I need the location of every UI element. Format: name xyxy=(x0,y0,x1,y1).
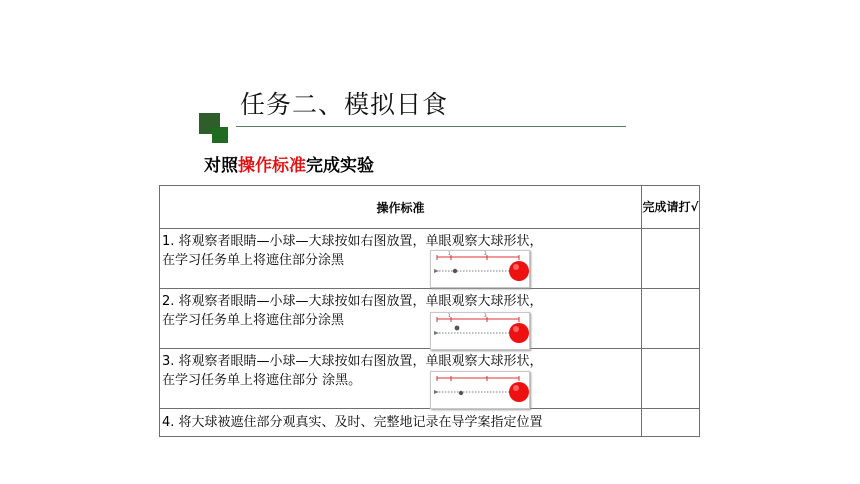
done-checkbox-cell-1[interactable] xyxy=(642,229,700,289)
table-row xyxy=(160,289,700,349)
eye-icon xyxy=(434,331,439,335)
step-cell-1 xyxy=(160,229,642,289)
done-checkbox-cell-2[interactable] xyxy=(642,289,700,349)
step-cell-4 xyxy=(160,409,642,437)
small-ball xyxy=(453,269,457,273)
subtitle-prefix: 对照 xyxy=(204,156,238,176)
eye-icon xyxy=(434,269,439,273)
ruler-label-1: 1 xyxy=(448,313,451,318)
step-line-1: 3. 将观察者眼睛—小球—大球按如右图放置，单眼观察大球形状， xyxy=(162,354,543,369)
step-line-1: 1. 将观察者眼睛—小球—大球按如右图放置，单眼观察大球形状， xyxy=(162,234,543,249)
large-ball xyxy=(509,382,529,402)
step-text: 4. 将大球被遮住部分观真实、及时、完整地记录在导学案指定位置 xyxy=(162,415,543,430)
table-row xyxy=(160,349,700,409)
setup-diagram xyxy=(430,371,530,409)
step-text xyxy=(160,349,641,390)
ruler-label-1: 1 xyxy=(448,251,451,256)
title-decoration-square-small xyxy=(212,127,228,143)
large-ball xyxy=(509,323,529,343)
step-line-1: 2. 将观察者眼睛—小球—大球按如右图放置，单眼观察大球形状， xyxy=(162,294,543,309)
table-row xyxy=(160,229,700,289)
slide-subtitle xyxy=(204,154,374,178)
small-ball xyxy=(459,391,463,395)
ruler-label-3: 3 xyxy=(484,251,487,256)
small-ball xyxy=(455,326,460,331)
header-standard: 操作标准 xyxy=(160,186,642,229)
step-text xyxy=(160,289,641,330)
title-underline xyxy=(236,126,626,127)
done-checkbox-cell-3[interactable] xyxy=(642,349,700,409)
step-line-2: 在学习任务单上将遮住部分涂黑 xyxy=(162,313,345,328)
step-cell-3 xyxy=(160,349,642,409)
slide-title: 任务二、模拟日食 xyxy=(240,90,449,119)
step-line-2: 在学习任务单上将遮住部分涂黑 xyxy=(162,253,345,268)
ruler-label-3: 3 xyxy=(484,313,487,318)
setup-diagram xyxy=(430,250,530,288)
large-ball xyxy=(509,261,529,281)
step-cell-2 xyxy=(160,289,642,349)
step-text xyxy=(160,229,641,270)
operation-standard-table xyxy=(159,185,700,437)
subtitle-suffix: 完成实验 xyxy=(306,156,374,176)
step-line-2: 在学习任务单上将遮住部分 涂黑。 xyxy=(162,373,362,388)
header-done: 完成请打√ xyxy=(642,186,700,229)
table-row xyxy=(160,409,700,437)
setup-diagram xyxy=(430,312,530,350)
table-header-row xyxy=(160,186,700,229)
done-checkbox-cell-4[interactable] xyxy=(642,409,700,437)
eye-icon xyxy=(434,390,439,394)
subtitle-highlight: 操作标准 xyxy=(238,156,306,176)
